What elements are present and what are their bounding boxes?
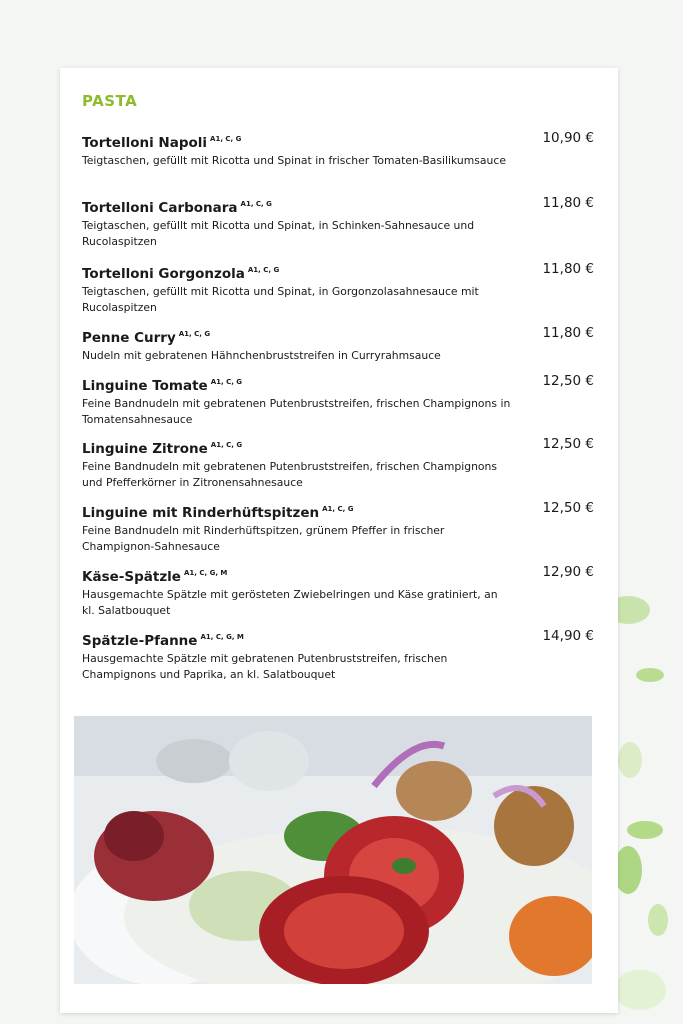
item-name: Linguine Tomate $^{A1, C, G}$ xyxy=(82,378,243,394)
menu-item xyxy=(82,261,594,316)
menu-item xyxy=(82,500,594,555)
item-price: 14,90 € xyxy=(542,628,594,644)
menu-item xyxy=(82,325,594,364)
menu-item xyxy=(82,564,594,619)
allergen-codes: A1, C, G xyxy=(210,378,243,386)
item-name: Käse-Spätzle $^{A1, C, G, M}$ xyxy=(82,569,228,585)
menu-item xyxy=(82,628,594,683)
item-name: Tortelloni Gorgonzola $^{A1, C, G}$ xyxy=(82,266,280,282)
item-description: Teigtaschen, gefüllt mit Ricotta und Spinat, in Gorgonzolasahnesauce mit Rucolaspitzen xyxy=(82,285,479,314)
allergen-codes: A1, C, G xyxy=(240,200,272,208)
item-description: Feine Bandnudeln mit Rinderhüftspitzen, grünem Pfeffer in frischer Champignon-Sahnesauce xyxy=(82,524,445,553)
item-price: 12,50 € xyxy=(542,373,594,389)
item-name: Linguine Zitrone $^{A1, C, G}$ xyxy=(82,441,243,457)
salad-photo xyxy=(74,716,592,984)
item-price: 12,50 € xyxy=(542,500,594,516)
item-description: Teigtaschen, gefüllt mit Ricotta und Spinat, in Schinken-Sahnesauce und Rucolaspitzen xyxy=(82,219,475,248)
item-description: Feine Bandnudeln mit gebratenen Putenbruststreifen, frischen Champignons und Pfefferkörner in Zitronensahnesauce xyxy=(82,460,498,489)
item-name: Tortelloni Carbonara $^{A1, C, G}$ xyxy=(82,200,272,216)
item-name: Penne Curry $^{A1, C, G}$ xyxy=(82,330,211,346)
menu-item xyxy=(82,195,594,250)
item-description: Teigtaschen, gefüllt mit Ricotta und Spinat in frischer Tomaten-Basilikumsauce xyxy=(82,154,506,167)
item-description: Feine Bandnudeln mit gebratenen Putenbruststreifen, frischen Champignons in Tomatensahnesauce xyxy=(82,397,511,426)
allergen-codes: A1, C, G, M xyxy=(183,569,228,577)
menu-item xyxy=(82,373,594,428)
item-name: Spätzle-Pfanne $^{A1, C, G, M}$ xyxy=(82,633,244,649)
allergen-codes: A1, C, G, M xyxy=(200,633,244,641)
menu-item xyxy=(82,130,594,169)
item-description: Nudeln mit gebratenen Hähnchenbruststreifen in Curryrahmsauce xyxy=(82,349,441,362)
section-title: PASTA xyxy=(82,92,138,110)
item-price: 11,80 € xyxy=(542,325,594,341)
allergen-codes: A1, C, G xyxy=(247,266,280,274)
allergen-codes: A1, C, G xyxy=(322,505,354,513)
item-price: 11,80 € xyxy=(542,195,594,211)
item-price: 11,80 € xyxy=(542,261,594,277)
menu-card xyxy=(60,68,618,1013)
item-description: Hausgemachte Spätzle mit gebratenen Putenbruststreifen, frischen Champignons und Paprika, an kl. Salatbouquet xyxy=(82,652,448,681)
item-description: Hausgemachte Spätzle mit gerösteten Zwiebelringen und Käse gratiniert, an kl. Salatbouquet xyxy=(82,588,498,617)
item-price: 12,90 € xyxy=(542,564,594,580)
item-name: Tortelloni Napoli $^{A1, C, G}$ xyxy=(82,135,242,151)
allergen-codes: A1, C, G xyxy=(178,330,211,338)
item-price: 10,90 € xyxy=(542,130,594,146)
item-price: 12,50 € xyxy=(542,436,594,452)
allergen-codes: A1, C, G xyxy=(210,135,242,143)
menu-item xyxy=(82,436,594,491)
item-name: Linguine mit Rinderhüftspitzen $^{A1, C, G}$ xyxy=(82,505,354,521)
allergen-codes: A1, C, G xyxy=(210,441,243,449)
